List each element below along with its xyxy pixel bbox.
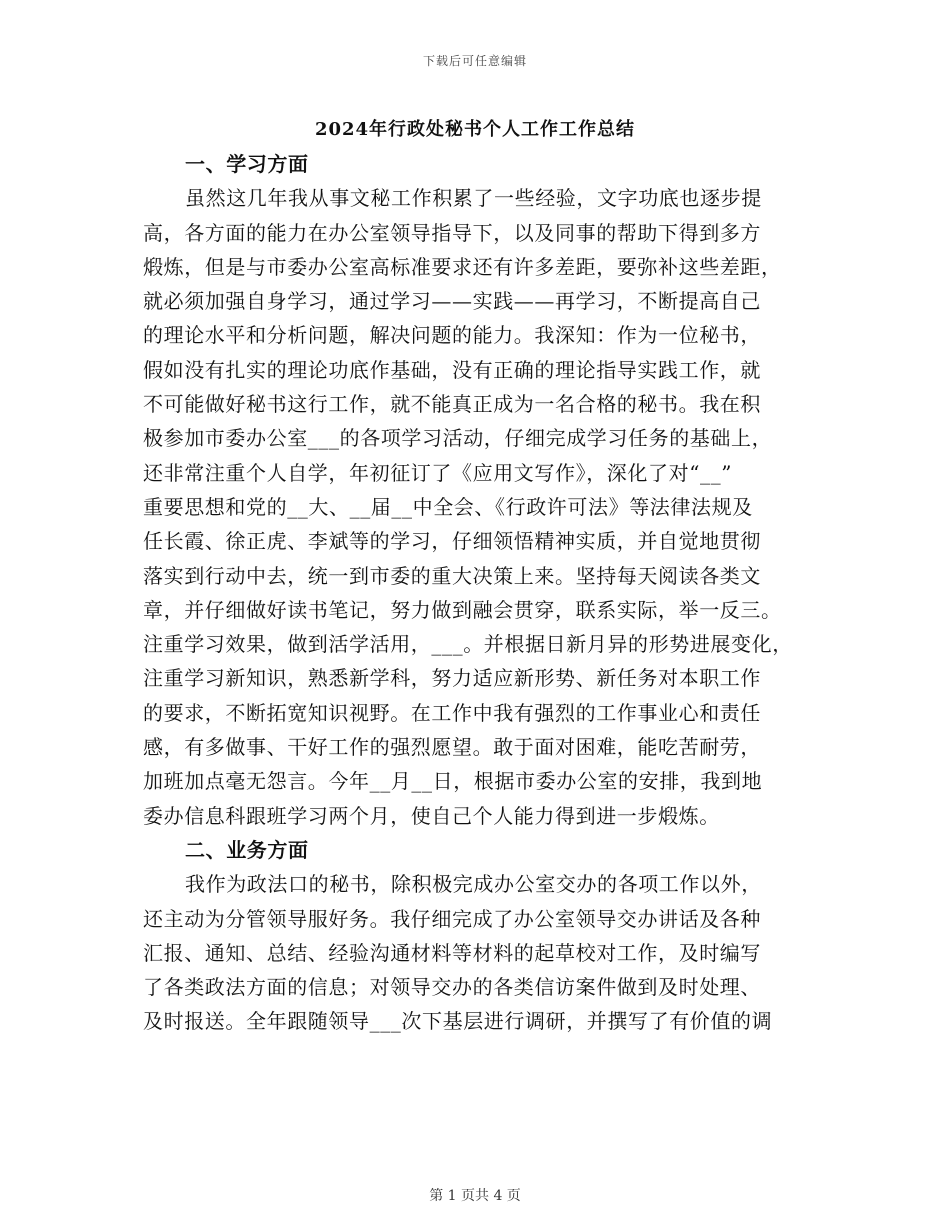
paragraph-line: 假如没有扎实的理论功底作基础，没有正确的理论指导实践工作，就 [143, 357, 761, 382]
paragraph-line: 委办信息科跟班学习两个月，使自己个人能力得到进一步煅炼。 [143, 803, 720, 828]
paragraph-line: 我作为政法口的秘书，除积极完成办公室交办的各项工作以外， [185, 872, 762, 897]
paragraph-line: 落实到行动中去，统一到市委的重大决策上来。坚持每天阅读各类文 [143, 563, 761, 588]
paragraph-line: 还主动为分管领导服好务。我仔细完成了办公室领导交办讲话及各种 [143, 906, 761, 931]
section-heading: 一、学习方面 [185, 152, 309, 176]
paragraph-line: 煅炼，但是与市委办公室高标准要求还有许多差距，要弥补这些差距， [143, 254, 782, 279]
document-body [143, 147, 818, 1039]
paragraph-line: 虽然这几年我从事文秘工作积累了一些经验，文字功底也逐步提 [185, 186, 762, 211]
paragraph-line: 的要求，不断拓宽知识视野。在工作中我有强烈的工作事业心和责任 [143, 700, 761, 725]
paragraph-line: 了各类政法方面的信息；对领导交办的各类信访案件做到及时处理、 [143, 975, 761, 1000]
paragraph-line: 极参加市委办公室___的各项学习活动，仔细完成学习任务的基础上， [143, 426, 773, 451]
paragraph-line: 及时报送。全年跟随领导___次下基层进行调研，并撰写了有价值的调 [143, 1009, 773, 1034]
paragraph-line: 注重学习效果，做到活学活用，___。并根据日新月异的形势进展变化， [143, 632, 793, 657]
paragraph-line: 不可能做好秘书这行工作，就不能真正成为一名合格的秘书。我在积 [143, 392, 761, 417]
paragraph-line: 注重学习新知识，熟悉新学科，努力适应新形势、新任务对本职工作 [143, 666, 761, 691]
paragraph-line: 加班加点毫无怨言。今年__月__日，根据市委办公室的安排，我到地 [143, 769, 763, 794]
paragraph-line: 重要思想和党的__大、__届__中全会、《行政许可法》等法律法规及 [143, 494, 753, 519]
page-number: 第 1 页共 4 页 [429, 1188, 521, 1204]
paragraph-line: 汇报、通知、总结、经验沟通材料等材料的起草校对工作，及时编写 [143, 940, 761, 965]
section-heading: 二、业务方面 [185, 837, 309, 862]
document-title: 2024年行政处秘书个人工作工作总结 [314, 119, 636, 140]
page-header-note: 下载后可任意编辑 [422, 54, 527, 68]
paragraph-line: 高，各方面的能力在办公室领导指导下，以及同事的帮助下得到多方 [143, 220, 761, 245]
paragraph-line: 还非常注重个人自学，年初征订了《应用文写作》，深化了对“__” [143, 460, 733, 485]
paragraph-line: 章，并仔细做好读书笔记，努力做到融会贯穿，联系实际，举一反三。 [143, 597, 782, 622]
paragraph-line: 就必须加强自身学习，通过学习——实践——再学习，不断提高自己 [143, 289, 761, 314]
paragraph-line: 任长霞、徐正虎、李斌等的学习，仔细领悟精神实质，并自觉地贯彻 [143, 529, 761, 554]
paragraph-line: 感，有多做事、干好工作的强烈愿望。敢于面对困难，能吃苦耐劳， [143, 735, 761, 760]
paragraph-line: 的理论水平和分析问题，解决问题的能力。我深知：作为一位秘书， [143, 323, 761, 348]
